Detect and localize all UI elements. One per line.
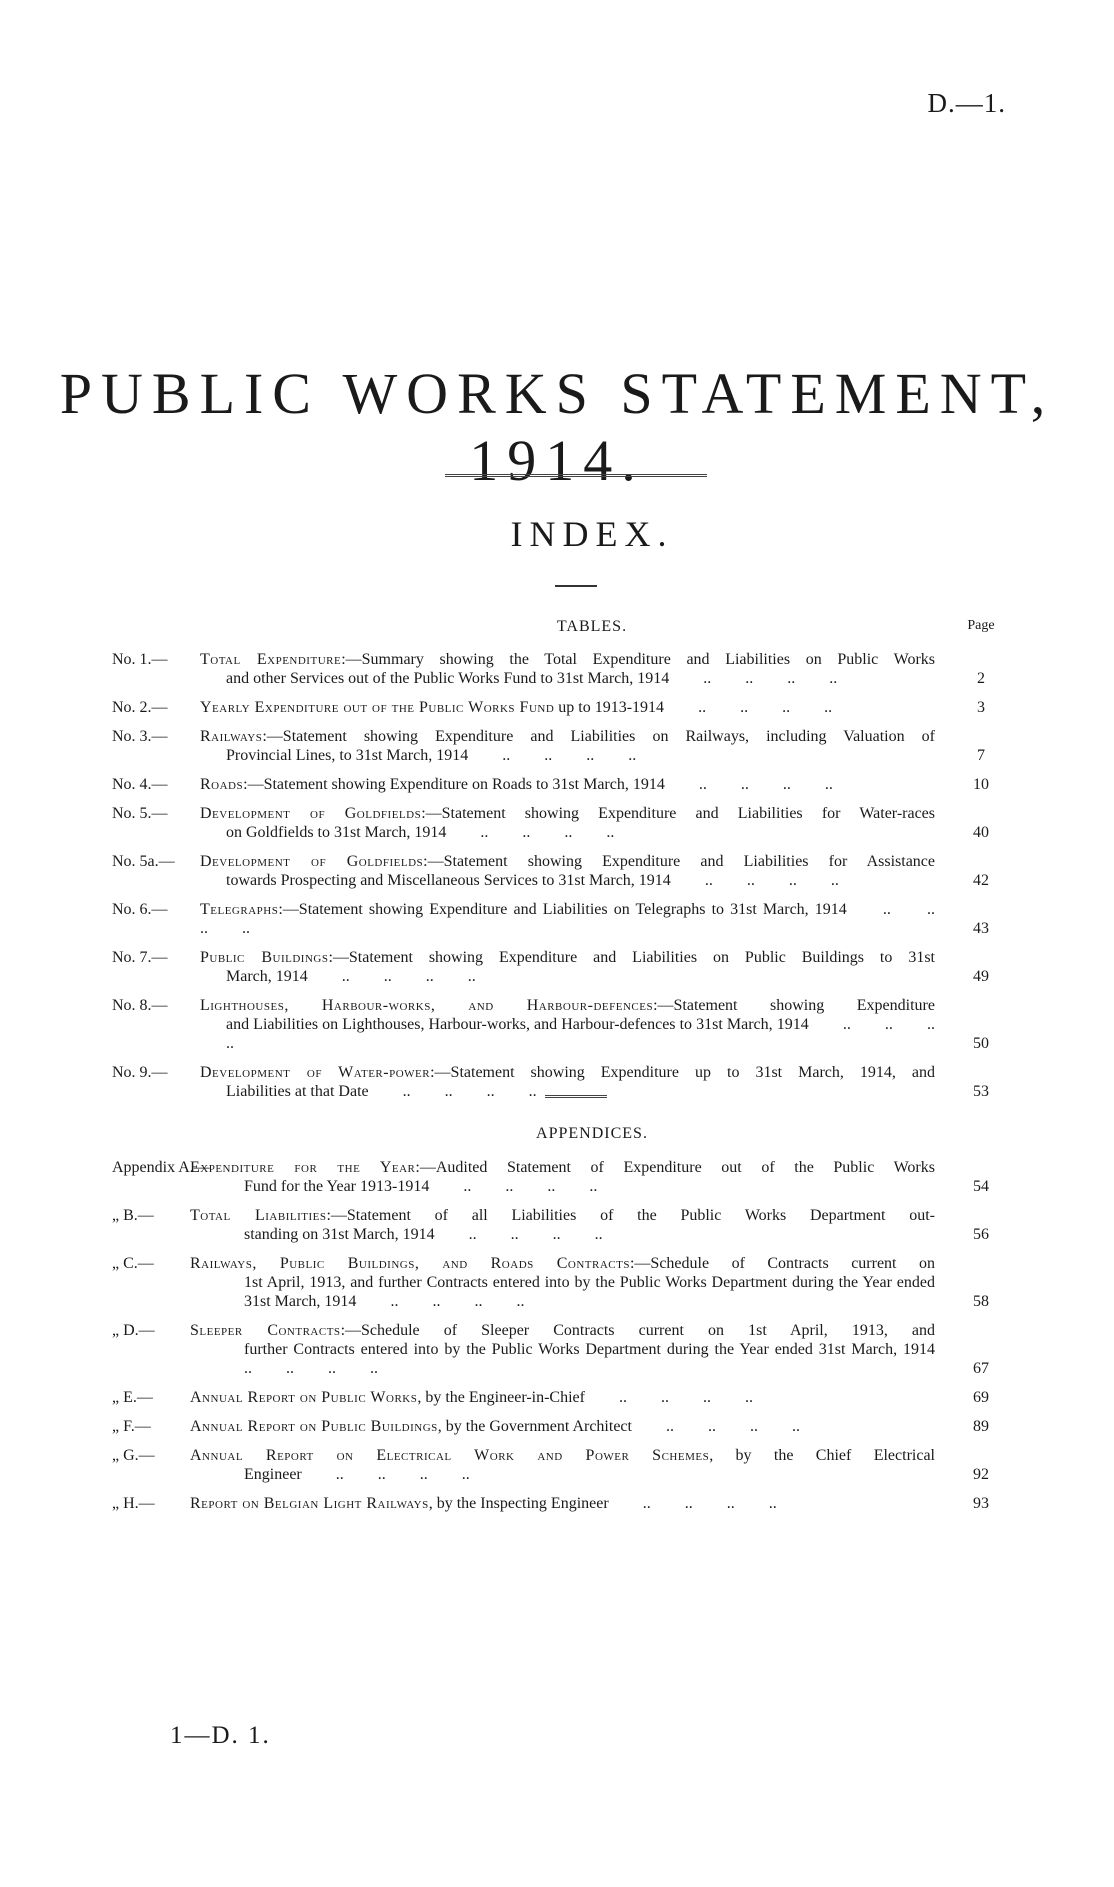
entry-description: :—Statement showing Expenditure up to 31st March, 1914, and <box>430 1064 935 1081</box>
entry-heading: Report on Belgian Light Railways <box>190 1495 429 1512</box>
appendices-heading: APPENDICES. <box>536 1125 648 1142</box>
entry-description-continued: towards Prospecting and Miscellaneous Services to 31st March, 1914 <box>226 872 671 889</box>
entry-heading: Roads <box>200 776 244 793</box>
entry-heading: Total Expenditure <box>200 651 342 668</box>
dot-leader: .. .. .. .. <box>446 824 615 841</box>
dot-leader: .. .. .. .. <box>307 968 476 985</box>
dot-leader: .. .. .. .. <box>226 1016 936 1052</box>
entry-description-continued: standing on 31st March, 1914 <box>244 1226 435 1243</box>
entry-number: No. 5.— <box>112 805 168 822</box>
index-entry <box>0 1446 1114 1484</box>
dot-leader: .. .. .. .. <box>434 1226 603 1243</box>
page-number: 40 <box>973 824 989 841</box>
entry-description-continued: further Contracts entered into by the Public Works Department during the Year ended 31st March, 1914 <box>244 1341 935 1358</box>
entry-description: :—Statement showing Expenditure and Liabilities on Railways, including Valuation of <box>262 728 935 745</box>
entry-description: , by the Inspecting Engineer <box>428 1495 609 1512</box>
entry-heading: Total Liabilities <box>190 1207 327 1224</box>
entry-number: „ D.— <box>112 1322 155 1339</box>
entry-description: :—Schedule of Contracts current on <box>629 1255 935 1272</box>
entry-number: „ G.— <box>112 1447 155 1464</box>
dot-leader: .. .. .. .. <box>631 1418 800 1435</box>
page-number: 67 <box>973 1360 989 1377</box>
footer-reference: 1—D. 1. <box>170 1722 271 1749</box>
page-number: 7 <box>977 747 985 764</box>
appendices-divider <box>545 1095 607 1098</box>
entry-description-continued: and other Services out of the Public Works Fund to 31st March, 1914 <box>226 670 670 687</box>
index-entry <box>0 948 1114 986</box>
page-number: 69 <box>973 1389 989 1406</box>
entry-number: „ B.— <box>112 1207 154 1224</box>
dot-leader: .. .. .. .. <box>664 699 833 716</box>
dot-leader: .. .. .. .. <box>429 1178 598 1195</box>
entry-number: No. 1.— <box>112 651 168 668</box>
index-entry <box>0 852 1114 890</box>
entry-description: :—Audited Statement of Expenditure out of the Public Works <box>415 1159 935 1176</box>
dot-leader: .. .. .. .. <box>244 1360 378 1377</box>
entry-description-continued: on Goldfields to 31st March, 1914 <box>226 824 447 841</box>
page-column-label: Page <box>967 618 995 633</box>
entry-number: „ F.— <box>112 1418 151 1435</box>
entry-number: No. 9.— <box>112 1064 168 1081</box>
appendices-index-list <box>0 1158 1114 1523</box>
entry-number: No. 3.— <box>112 728 168 745</box>
dot-leader: .. .. .. .. <box>301 1466 470 1483</box>
entry-number: No. 4.— <box>112 776 168 793</box>
page-title: PUBLIC WORKS STATEMENT, 1914. <box>59 361 1055 493</box>
dot-leader: .. .. .. .. <box>664 776 833 793</box>
index-entry <box>0 698 1114 717</box>
page-number: 49 <box>973 968 989 985</box>
entry-number: No. 7.— <box>112 949 168 966</box>
entry-number: Appendix A.— <box>112 1159 210 1176</box>
page-number: 92 <box>973 1466 989 1483</box>
entry-number: No. 6.— <box>112 901 168 918</box>
entry-heading: Railways <box>200 728 263 745</box>
page-number: 3 <box>977 699 985 716</box>
entry-number: „ C.— <box>112 1255 154 1272</box>
entry-description: , by the Chief Electrical <box>709 1447 936 1464</box>
entry-number: „ H.— <box>112 1495 155 1512</box>
entry-number: No. 5a.— <box>112 853 175 870</box>
entry-heading: Annual Report on Public Buildings <box>190 1418 438 1435</box>
page-number: 43 <box>973 920 989 937</box>
page-number: 53 <box>973 1083 989 1100</box>
entry-description: :—Statement showing Expenditure and Liabilities for Water-races <box>421 805 935 822</box>
entry-heading: Annual Report on Electrical Work and Power Schemes <box>190 1447 710 1464</box>
entry-description-continued: Engineer <box>244 1466 302 1483</box>
entry-heading: Railways, Public Buildings, and Roads Contracts <box>190 1255 630 1272</box>
dot-leader: .. .. .. .. <box>669 670 838 687</box>
index-entry <box>0 1388 1114 1407</box>
index-entry <box>0 1206 1114 1244</box>
entry-description: :—Statement showing Expenditure <box>653 997 935 1014</box>
index-entry <box>0 1254 1114 1311</box>
index-entry <box>0 775 1114 794</box>
entry-heading: Yearly Expenditure out of the Public Works Fund <box>200 699 555 716</box>
entry-heading: Expenditure for the Year <box>190 1159 416 1176</box>
entry-heading: Telegraphs <box>200 901 279 918</box>
entry-heading: Lighthouses, Harbour-works, and Harbour-defences <box>200 997 654 1014</box>
entry-description: :—Statement showing Expenditure on Roads to 31st March, 1914 <box>243 776 665 793</box>
index-entry <box>0 900 1114 938</box>
index-entry <box>0 650 1114 688</box>
entry-description-continued: and Liabilities on Lighthouses, Harbour-works, and Harbour-defences to 31st March, 1914 <box>226 1016 809 1033</box>
page-number: 56 <box>973 1226 989 1243</box>
entry-heading: Development of Goldfields <box>200 805 422 822</box>
entry-description-continued: Provincial Lines, to 31st March, 1914 <box>226 747 469 764</box>
index-entry <box>0 804 1114 842</box>
index-entry <box>0 1494 1114 1513</box>
tables-index-list <box>0 650 1114 1111</box>
index-entry <box>0 1417 1114 1436</box>
entry-number: No. 2.— <box>112 699 168 716</box>
entry-description: :—Schedule of Sleeper Contracts current on 1st April, 1913, and <box>340 1322 936 1339</box>
document-reference: D.—1. <box>927 88 1006 118</box>
dot-leader: .. .. .. .. <box>368 1083 537 1100</box>
dot-leader: .. .. .. .. <box>356 1293 525 1310</box>
index-heading: INDEX. <box>510 514 674 554</box>
page-number: 54 <box>973 1178 989 1195</box>
entry-description: up to 1913-1914 <box>554 699 665 716</box>
dot-leader: .. .. .. .. <box>608 1495 777 1512</box>
dot-leader: .. .. .. .. <box>468 747 637 764</box>
index-entry <box>0 996 1114 1053</box>
entry-description: :—Statement showing Expenditure and Liabilities on Public Buildings to 31st <box>328 949 935 966</box>
page-number: 10 <box>973 776 989 793</box>
page-number: 93 <box>973 1495 989 1512</box>
entry-description: , by the Engineer-in-Chief <box>417 1389 585 1406</box>
entry-description: :—Summary showing the Total Expenditure and Liabilities on Public Works <box>341 651 935 668</box>
entry-number: „ E.— <box>112 1389 153 1406</box>
entry-description: :—Statement showing Expenditure and Liabilities on Telegraphs to 31st March, 1914 <box>278 901 847 918</box>
entry-description: :—Statement of all Liabilities of the Public Works Department out- <box>326 1207 935 1224</box>
index-divider <box>555 585 597 587</box>
page-number: 50 <box>973 1035 989 1052</box>
title-divider <box>445 474 707 477</box>
tables-heading: TABLES. <box>556 618 628 635</box>
dot-leader: .. .. .. .. <box>670 872 839 889</box>
entry-heading: Development of Goldfields <box>200 853 424 870</box>
page-number: 2 <box>977 670 985 687</box>
entry-heading: Public Buildings <box>200 949 329 966</box>
entry-description: , by the Government Architect <box>437 1418 632 1435</box>
entry-heading: Sleeper Contracts <box>190 1322 341 1339</box>
entry-heading: Development of Water-power <box>200 1064 431 1081</box>
entry-description-continued: March, 1914 <box>226 968 308 985</box>
entry-heading: Annual Report on Public Works <box>190 1389 418 1406</box>
page-number: 58 <box>973 1293 989 1310</box>
index-entry <box>0 727 1114 765</box>
entry-number: No. 8.— <box>112 997 168 1014</box>
index-entry <box>0 1158 1114 1196</box>
dot-leader: .. .. .. .. <box>200 901 936 937</box>
page-number: 42 <box>973 872 989 889</box>
entry-description-continued: Fund for the Year 1913-1914 <box>244 1178 430 1195</box>
entry-description: :—Statement showing Expenditure and Liabilities for Assistance <box>423 853 935 870</box>
index-entry <box>0 1321 1114 1378</box>
page-number: 89 <box>973 1418 989 1435</box>
dot-leader: .. .. .. .. <box>584 1389 753 1406</box>
entry-description-continued: 1st April, 1913, and further Contracts entered into by the Public Works Department during the Year ended 31st March, 1914 <box>244 1274 935 1310</box>
entry-description-continued: Liabilities at that Date <box>226 1083 369 1100</box>
